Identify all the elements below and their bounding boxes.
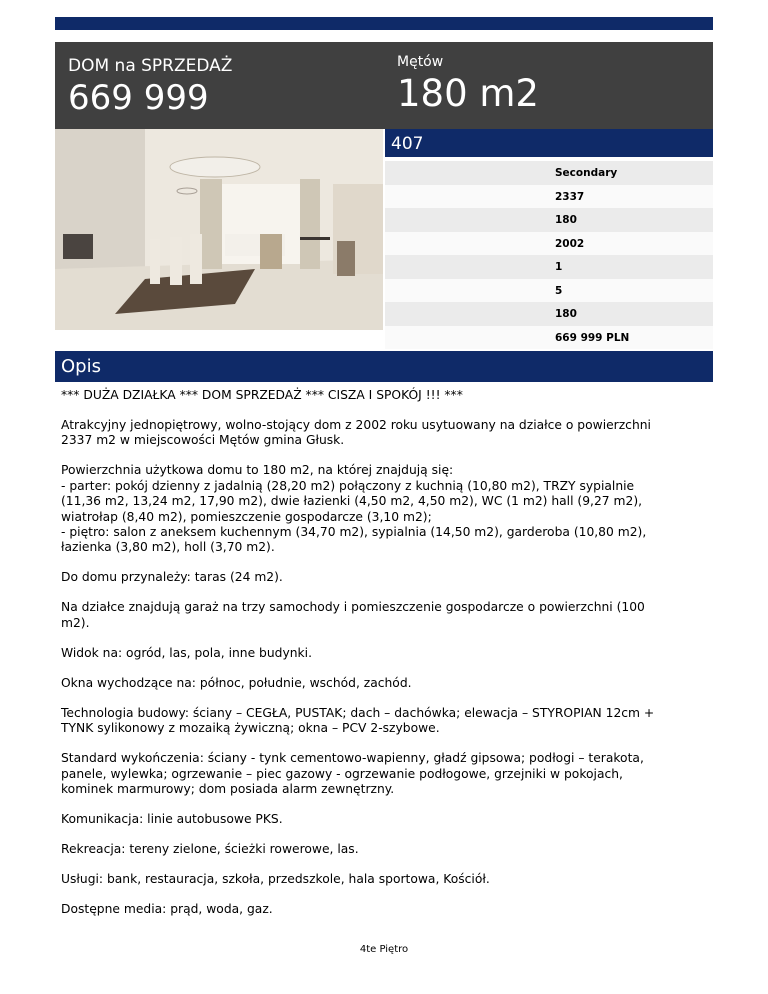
detail-row: [385, 326, 713, 350]
section-title: Opis: [61, 356, 101, 377]
description-paragraph: Technologia budowy: ściany – CEGŁA, PUSTAK; dach – dachówka; elewacja – STYROPIAN 12cm + TYNK sylikonowy z mozaiką żywiczną; okna – PCV 2-szybowe.: [61, 705, 655, 736]
detail-value: 669 999 PLN: [555, 331, 630, 344]
details-table: [385, 161, 713, 349]
detail-row: [385, 232, 713, 256]
description: [61, 388, 701, 932]
description-paragraph: *** DUŻA DZIAŁKA *** DOM SPRZEDAŻ *** CISZA I SPOKÓJ !!! ***: [61, 388, 463, 402]
page-footer: 4te Piętro: [359, 944, 409, 955]
description-paragraph: Do domu przynależy: taras (24 m2).: [61, 570, 283, 585]
property-photo: [55, 129, 383, 330]
listing-price: 669 999: [68, 78, 209, 118]
description-paragraph: Na działce znajdują garaż na trzy samochody i pomieszczenie gospodarcze o powierzchni (100 m2).: [61, 600, 645, 630]
listing-city: Mętów: [397, 54, 444, 70]
description-paragraph: Standard wykończenia: ściany - tynk cementowo-wapienny, gładź gipsowa; podłogi – terakota, panele, wylewka; ogrzewanie – piec gazowy - ogrzewanie podłogowe, grzejniki w pokojach, kominek marmurowy; dom posiada alarm zewnętrzny.: [61, 751, 644, 797]
listing-header: [55, 42, 713, 129]
detail-row: [385, 208, 713, 232]
detail-value: 2002: [555, 237, 585, 250]
detail-row: [385, 279, 713, 303]
listing-area: 180 m2: [397, 72, 539, 115]
description-paragraph: Dostępne media: prąd, woda, gaz.: [61, 902, 273, 917]
detail-row: [385, 255, 713, 279]
detail-value: 180: [555, 214, 577, 226]
description-paragraph: Komunikacja: linie autobusowe PKS.: [61, 812, 283, 827]
description-paragraph: Widok na: ogród, las, pola, inne budynki.: [61, 645, 312, 660]
detail-value: 1: [555, 261, 563, 273]
detail-row: [385, 161, 713, 185]
description-paragraph: Usługi: bank, restauracja, szkoła, przedszkole, hala sportowa, Kościół.: [61, 872, 490, 887]
listing-type: DOM na SPRZEDAŻ: [68, 56, 233, 76]
listing-id: 407: [391, 134, 424, 154]
description-paragraph: Okna wychodzące na: północ, południe, wschód, zachód.: [61, 675, 412, 690]
detail-value: 5: [555, 284, 563, 297]
section-header-opis: [55, 351, 713, 382]
detail-value: Secondary: [555, 167, 618, 179]
description-paragraph: Rekreacja: tereny zielone, ścieżki rowerowe, las.: [61, 842, 359, 857]
detail-row: [385, 302, 713, 326]
top-accent-bar: [55, 17, 713, 30]
detail-value: 2337: [555, 190, 585, 203]
description-paragraph: Powierzchnia użytkowa domu to 180 m2, na której znajdują się: - parter: pokój dzienny z jadalnią (28,20 m2) połączony z kuchnią (10,80 m2), TRZY sypialnie (11,36 m2, 13,24 m2, 17,90 m2), dwie łazienki (4,50 m2, 4,50 m2), WC (1 m2) hall (9,27 m2), wiatrołap (8,40 m2), pomieszczenie gospodarcze (3,10 m2); - piętro: salon z aneksem kuchennym (34,70 m2), sypialnia (14,50 m2), garderoba (10,80 m2), łazienka (3,80 m2), holl (3,70 m2).: [61, 463, 647, 555]
listing-id-bar: [385, 129, 713, 157]
detail-value: 180: [555, 308, 577, 320]
description-paragraph: Atrakcyjny jednopiętrowy, wolno-stojący dom z 2002 roku usytuowany na działce o powierzchni 2337 m2 w miejscowości Mętów gmina Głusk.: [61, 418, 651, 448]
detail-row: [385, 185, 713, 209]
